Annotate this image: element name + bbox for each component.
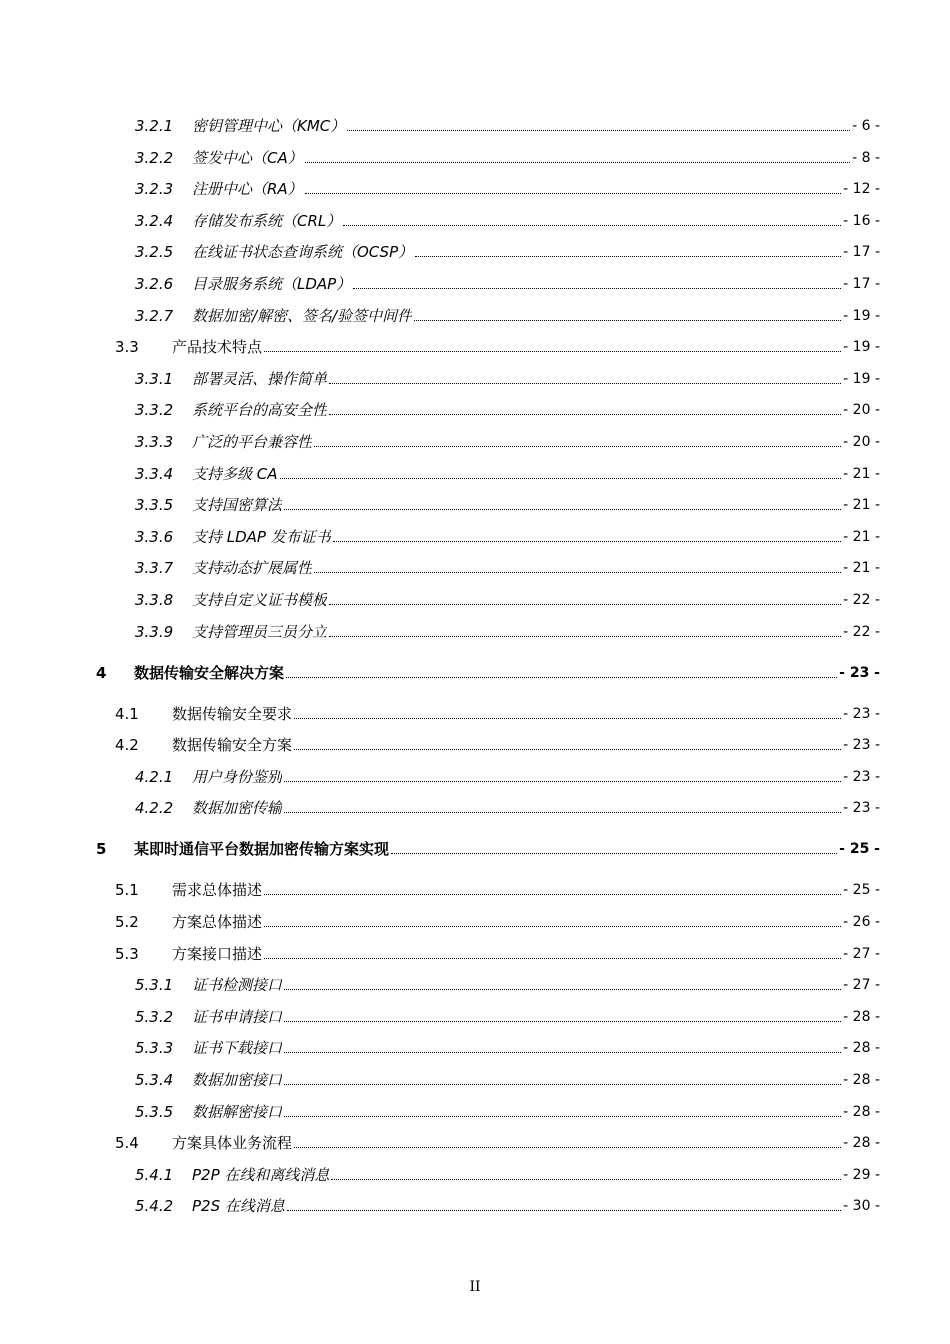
toc-dot-leader xyxy=(294,749,841,750)
toc-entry-page: - 12 - xyxy=(843,181,880,197)
toc-entry-title: 产品技术特点 xyxy=(172,338,263,356)
toc-entry-title: 证书检测接口 xyxy=(192,976,283,994)
toc-entry-number: 3.2.5 xyxy=(135,243,174,261)
toc-entry-number: 3.2.1 xyxy=(135,117,174,135)
toc-entry-title: 密钥管理中心（KMC） xyxy=(192,117,346,135)
toc-dot-leader xyxy=(329,383,841,384)
toc-entry-number: 4.2.1 xyxy=(135,768,174,786)
toc-entry[interactable] xyxy=(135,208,880,230)
toc-entry-title: 证书申请接口 xyxy=(192,1008,283,1026)
toc-entry-number: 3.2.7 xyxy=(135,307,174,325)
toc-entry[interactable] xyxy=(135,239,880,261)
toc-entry-page: - 19 - xyxy=(843,371,880,387)
toc-entry-title: P2S 在线消息 xyxy=(192,1197,285,1215)
toc-entry-page: - 23 - xyxy=(839,665,880,681)
toc-entry-page: - 28 - xyxy=(843,1009,880,1025)
toc-dot-leader xyxy=(264,926,841,927)
toc-dot-leader xyxy=(264,351,841,352)
toc-dot-leader xyxy=(284,1021,841,1022)
toc-entry-page: - 28 - xyxy=(843,1040,880,1056)
toc-entry-number: 3.3.3 xyxy=(135,433,174,451)
toc-entry-title: 数据加密接口 xyxy=(192,1071,283,1089)
toc-dot-leader xyxy=(294,718,841,719)
toc-entry-number: 5.3.1 xyxy=(135,976,174,994)
toc-entry-number: 4.1 xyxy=(115,705,139,723)
toc-entry-title: 在线证书状态查询系统（OCSP） xyxy=(192,243,414,261)
toc-entry-page: - 19 - xyxy=(843,308,880,324)
toc-entry-page: - 21 - xyxy=(843,466,880,482)
toc-entry-title: 部署灵活、操作简单 xyxy=(192,370,328,388)
toc-entry-page: - 8 - xyxy=(852,150,880,166)
toc-entry-title: 广泛的平台兼容性 xyxy=(192,433,313,451)
toc-entry[interactable] xyxy=(135,1004,880,1026)
toc-entry-number: 3.3.8 xyxy=(135,591,174,609)
toc-dot-leader xyxy=(343,225,841,226)
toc-entry[interactable] xyxy=(135,972,880,994)
toc-entry-number: 3.3.1 xyxy=(135,370,174,388)
toc-entry-page: - 27 - xyxy=(843,946,880,962)
toc-dot-leader xyxy=(284,989,841,990)
toc-entry[interactable] xyxy=(115,877,880,899)
toc-entry-title: 某即时通信平台数据加密传输方案实现 xyxy=(134,840,390,858)
toc-entry-number: 3.2.4 xyxy=(135,212,174,230)
toc-entry[interactable] xyxy=(135,524,880,546)
toc-entry-title: 支持多级 CA xyxy=(192,465,278,483)
toc-entry-page: - 25 - xyxy=(839,841,880,857)
toc-entry-title: 方案具体业务流程 xyxy=(172,1134,293,1152)
toc-entry[interactable] xyxy=(135,113,880,135)
toc-entry[interactable] xyxy=(115,909,880,931)
toc-entry-title: 支持管理员三员分立 xyxy=(192,623,328,641)
toc-entry-page: - 21 - xyxy=(843,529,880,545)
toc-entry[interactable] xyxy=(115,732,880,754)
toc-entry-number: 5.3.5 xyxy=(135,1103,174,1121)
toc-entry-number: 5 xyxy=(96,840,107,858)
toc-entry-page: - 27 - xyxy=(843,977,880,993)
toc-dot-leader xyxy=(329,636,841,637)
toc-dot-leader xyxy=(347,130,850,131)
toc-dot-leader xyxy=(305,193,841,194)
toc-entry-page: - 22 - xyxy=(843,624,880,640)
toc-entry[interactable] xyxy=(135,145,880,167)
toc-entry[interactable] xyxy=(96,836,880,858)
toc-dot-leader xyxy=(314,446,841,447)
toc-dot-leader xyxy=(280,478,842,479)
toc-entry[interactable] xyxy=(135,397,880,419)
toc-dot-leader xyxy=(284,1084,841,1085)
toc-dot-leader xyxy=(314,572,841,573)
toc-entry-title: 需求总体描述 xyxy=(172,881,263,899)
toc-entry-page: - 17 - xyxy=(843,276,880,292)
toc-entry[interactable] xyxy=(115,334,880,356)
toc-entry-page: - 6 - xyxy=(852,118,880,134)
toc-dot-leader xyxy=(333,541,841,542)
toc-entry-number: 5.4 xyxy=(115,1134,139,1152)
toc-entry-page: - 30 - xyxy=(843,1198,880,1214)
toc-entry-title: 用户身份鉴别 xyxy=(192,768,283,786)
toc-dot-leader xyxy=(284,1052,841,1053)
toc-entry-number: 3.3 xyxy=(115,338,139,356)
toc-dot-leader xyxy=(329,414,841,415)
toc-entry[interactable] xyxy=(135,1162,880,1184)
toc-entry-title: 数据传输安全方案 xyxy=(172,736,293,754)
toc-dot-leader xyxy=(264,894,841,895)
toc-dot-leader xyxy=(284,509,841,510)
toc-entry-page: - 28 - xyxy=(843,1072,880,1088)
toc-entry-number: 3.3.5 xyxy=(135,496,174,514)
toc-entry-number: 3.2.3 xyxy=(135,180,174,198)
toc-entry-page: - 22 - xyxy=(843,592,880,608)
toc-entry-number: 3.3.2 xyxy=(135,401,174,419)
toc-entry-number: 5.3.4 xyxy=(135,1071,174,1089)
toc-entry[interactable] xyxy=(135,271,880,293)
toc-entry-page: - 23 - xyxy=(843,737,880,753)
toc-entry-title: 方案总体描述 xyxy=(172,913,263,931)
toc-entry[interactable] xyxy=(135,366,880,388)
toc-entry[interactable] xyxy=(115,941,880,963)
toc-entry-page: - 23 - xyxy=(843,769,880,785)
toc-dot-leader xyxy=(264,958,841,959)
toc-entry-title: 证书下载接口 xyxy=(192,1039,283,1057)
toc-entry-number: 5.3 xyxy=(115,945,139,963)
toc-entry[interactable] xyxy=(115,701,880,723)
toc-entry-page: - 25 - xyxy=(843,882,880,898)
toc-entry[interactable] xyxy=(135,429,880,451)
toc-dot-leader xyxy=(294,1147,841,1148)
toc-entry-page: - 23 - xyxy=(843,706,880,722)
toc-entry-number: 5.2 xyxy=(115,913,139,931)
toc-entry-page: - 16 - xyxy=(843,213,880,229)
toc-entry-number: 5.3.3 xyxy=(135,1039,174,1057)
toc-entry-title: 签发中心（CA） xyxy=(192,149,303,167)
toc-entry[interactable] xyxy=(135,619,880,641)
toc-entry-number: 5.4.2 xyxy=(135,1197,174,1215)
toc-entry-title: 数据加密/解密、签名/验签中间件 xyxy=(192,307,413,325)
toc-entry[interactable] xyxy=(135,176,880,198)
toc-entry-title: 支持动态扩展属性 xyxy=(192,559,313,577)
toc-entry-number: 5.1 xyxy=(115,881,139,899)
toc-entry-number: 3.3.9 xyxy=(135,623,174,641)
toc-entry[interactable] xyxy=(135,1193,880,1215)
toc-entry-page: - 29 - xyxy=(843,1167,880,1183)
toc-entry-page: - 20 - xyxy=(843,402,880,418)
toc-entry[interactable] xyxy=(115,1130,880,1152)
toc-dot-leader xyxy=(331,1179,841,1180)
toc-entry-title: 数据加密传输 xyxy=(192,799,283,817)
toc-entry-number: 4.2 xyxy=(115,736,139,754)
toc-dot-leader xyxy=(287,1210,841,1211)
toc-entry-title: 数据传输安全解决方案 xyxy=(134,664,285,682)
toc-entry-number: 3.3.6 xyxy=(135,528,174,546)
toc-entry[interactable] xyxy=(96,660,880,682)
footer-page-number: II xyxy=(469,1279,481,1295)
toc-entry-page: - 23 - xyxy=(843,800,880,816)
toc-entry-page: - 19 - xyxy=(843,339,880,355)
toc-dot-leader xyxy=(415,256,841,257)
toc-entry-page: - 26 - xyxy=(843,914,880,930)
toc-entry-title: 注册中心（RA） xyxy=(192,180,303,198)
toc-entry-page: - 21 - xyxy=(843,497,880,513)
toc-entry-title: P2P 在线和离线消息 xyxy=(192,1166,330,1184)
toc-entry[interactable] xyxy=(135,303,880,325)
toc-entry[interactable] xyxy=(135,555,880,577)
toc-entry[interactable] xyxy=(135,461,880,483)
toc-dot-leader xyxy=(391,853,837,854)
toc-entry-page: - 20 - xyxy=(843,434,880,450)
toc-entry-title: 数据传输安全要求 xyxy=(172,705,293,723)
toc-dot-leader xyxy=(305,162,850,163)
toc-entry[interactable] xyxy=(135,1035,880,1057)
toc-dot-leader xyxy=(284,781,841,782)
toc-entry-number: 3.2.2 xyxy=(135,149,174,167)
toc-entry-number: 3.3.4 xyxy=(135,465,174,483)
toc-entry-number: 5.3.2 xyxy=(135,1008,174,1026)
toc-entry-number: 4 xyxy=(96,664,107,682)
toc-entry[interactable] xyxy=(135,764,880,786)
toc-dot-leader xyxy=(414,320,841,321)
toc-entry[interactable] xyxy=(135,1099,880,1121)
toc-dot-leader xyxy=(286,677,837,678)
toc-entry[interactable] xyxy=(135,1067,880,1089)
toc-entry-page: - 28 - xyxy=(843,1135,880,1151)
toc-entry-title: 数据解密接口 xyxy=(192,1103,283,1121)
toc-entry-title: 支持自定义证书模板 xyxy=(192,591,328,609)
toc-entry[interactable] xyxy=(135,587,880,609)
toc-entry-title: 目录服务系统（LDAP） xyxy=(192,275,352,293)
toc-entry-page: - 28 - xyxy=(843,1104,880,1120)
toc-entry-title: 系统平台的高安全性 xyxy=(192,401,328,419)
toc-entry-title: 支持 LDAP 发布证书 xyxy=(192,528,331,546)
toc-dot-leader xyxy=(329,604,841,605)
toc-entry-number: 3.2.6 xyxy=(135,275,174,293)
toc-dot-leader xyxy=(284,1116,841,1117)
toc-entry-title: 方案接口描述 xyxy=(172,945,263,963)
toc-entry-title: 存储发布系统（CRL） xyxy=(192,212,342,230)
toc-dot-leader xyxy=(353,288,841,289)
toc-entry-number: 3.3.7 xyxy=(135,559,174,577)
toc-entry[interactable] xyxy=(135,492,880,514)
toc-entry-number: 5.4.1 xyxy=(135,1166,174,1184)
toc-entry-page: - 17 - xyxy=(843,244,880,260)
toc-entry[interactable] xyxy=(135,795,880,817)
toc-entry-page: - 21 - xyxy=(843,560,880,576)
toc-dot-leader xyxy=(284,812,841,813)
toc-entry-number: 4.2.2 xyxy=(135,799,174,817)
toc-entry-title: 支持国密算法 xyxy=(192,496,283,514)
